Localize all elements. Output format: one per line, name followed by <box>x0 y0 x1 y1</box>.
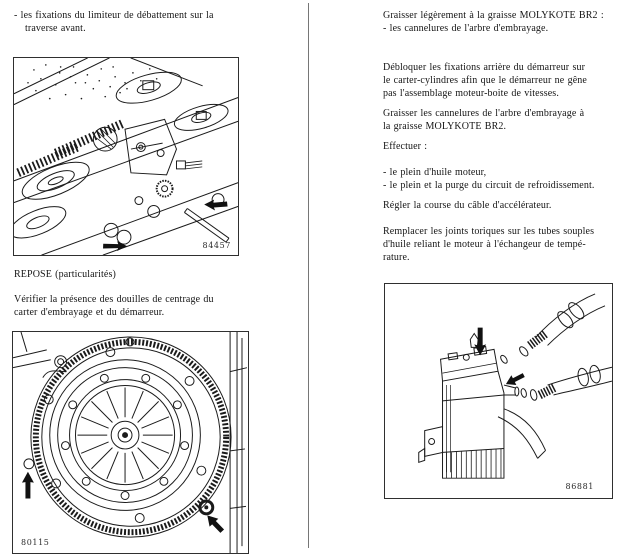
arrow-icon <box>103 241 127 251</box>
left-paragraph-fixations <box>14 9 214 35</box>
filter-canister <box>419 334 504 479</box>
heading-text: REPOSE (particularités) <box>14 269 116 280</box>
right-paragraph-graisser1 <box>383 9 604 35</box>
list-item: - le plein et la purge du circuit de refroidissement. <box>383 180 595 191</box>
figure-number: 84457 <box>202 241 231 250</box>
right-paragraph-regler <box>383 199 552 212</box>
text-line: Graisser légèrement à la graisse MOLYKOTE BR2 : <box>383 10 604 21</box>
column-divider <box>308 3 309 548</box>
traverse-holes <box>104 194 229 244</box>
right-paragraph-effectuer <box>383 140 427 153</box>
oil-hoses <box>498 294 612 458</box>
engine-assembly-illustration <box>14 58 238 255</box>
text-line: - les fixations du limiteur de débattement sur la <box>14 10 214 21</box>
figure-number: 86881 <box>565 482 594 491</box>
right-list-pleins <box>383 166 595 192</box>
text-line: Effectuer : <box>383 141 428 152</box>
text-line: Remplacer les joints toriques sur les tubes souples <box>383 226 595 237</box>
text-line: d'huile reliant le moteur à l'échangeur de tempé- <box>383 239 586 250</box>
arrow-icon <box>22 472 34 499</box>
section-heading <box>14 268 116 281</box>
stipple-texture <box>27 64 157 99</box>
text-line: Débloquer les fixations arrière du démarreur sur <box>383 62 586 73</box>
figure-clutch <box>12 331 249 554</box>
text-line: pas l'assemblage moteur-boite de vitesses. <box>383 88 559 99</box>
right-paragraph-graisser2 <box>383 107 584 133</box>
text-line: Vérifier la présence des douilles de centrage du <box>14 294 214 305</box>
belt-and-pulleys <box>14 123 123 244</box>
text-line: - les cannelures de l'arbre d'embrayage. <box>383 23 549 34</box>
list-item: - le plein d'huile moteur, <box>383 167 487 178</box>
arrow-icon <box>207 515 224 533</box>
text-line: Graisser les cannelures de l'arbre d'embrayage à <box>383 108 585 119</box>
mount-bracket <box>113 66 231 197</box>
arrow-icon <box>506 373 525 385</box>
text-line: traverse avant. <box>25 23 86 34</box>
o-ring <box>499 354 508 364</box>
text-line: rature. <box>383 252 410 263</box>
right-paragraph-debloquer <box>383 61 587 100</box>
figure-engine-mount <box>13 57 239 256</box>
left-paragraph-verifier <box>14 293 214 319</box>
text-line: carter d'embrayage et du démarreur. <box>14 307 165 318</box>
right-paragraph-remplacer <box>383 225 594 264</box>
text-line: la graisse MOLYKOTE BR2. <box>383 121 507 132</box>
figure-oil-exchanger <box>384 283 613 499</box>
text-line: Régler la course du câble d'accélérateur. <box>383 200 552 211</box>
clutch-flywheel-illustration <box>13 332 248 553</box>
o-ring <box>520 388 527 398</box>
text-line: le carter-cylindres afin que le démarreur ne gêne <box>383 75 587 86</box>
figure-number: 80115 <box>21 538 50 547</box>
oil-heat-exchanger-illustration <box>385 284 612 498</box>
